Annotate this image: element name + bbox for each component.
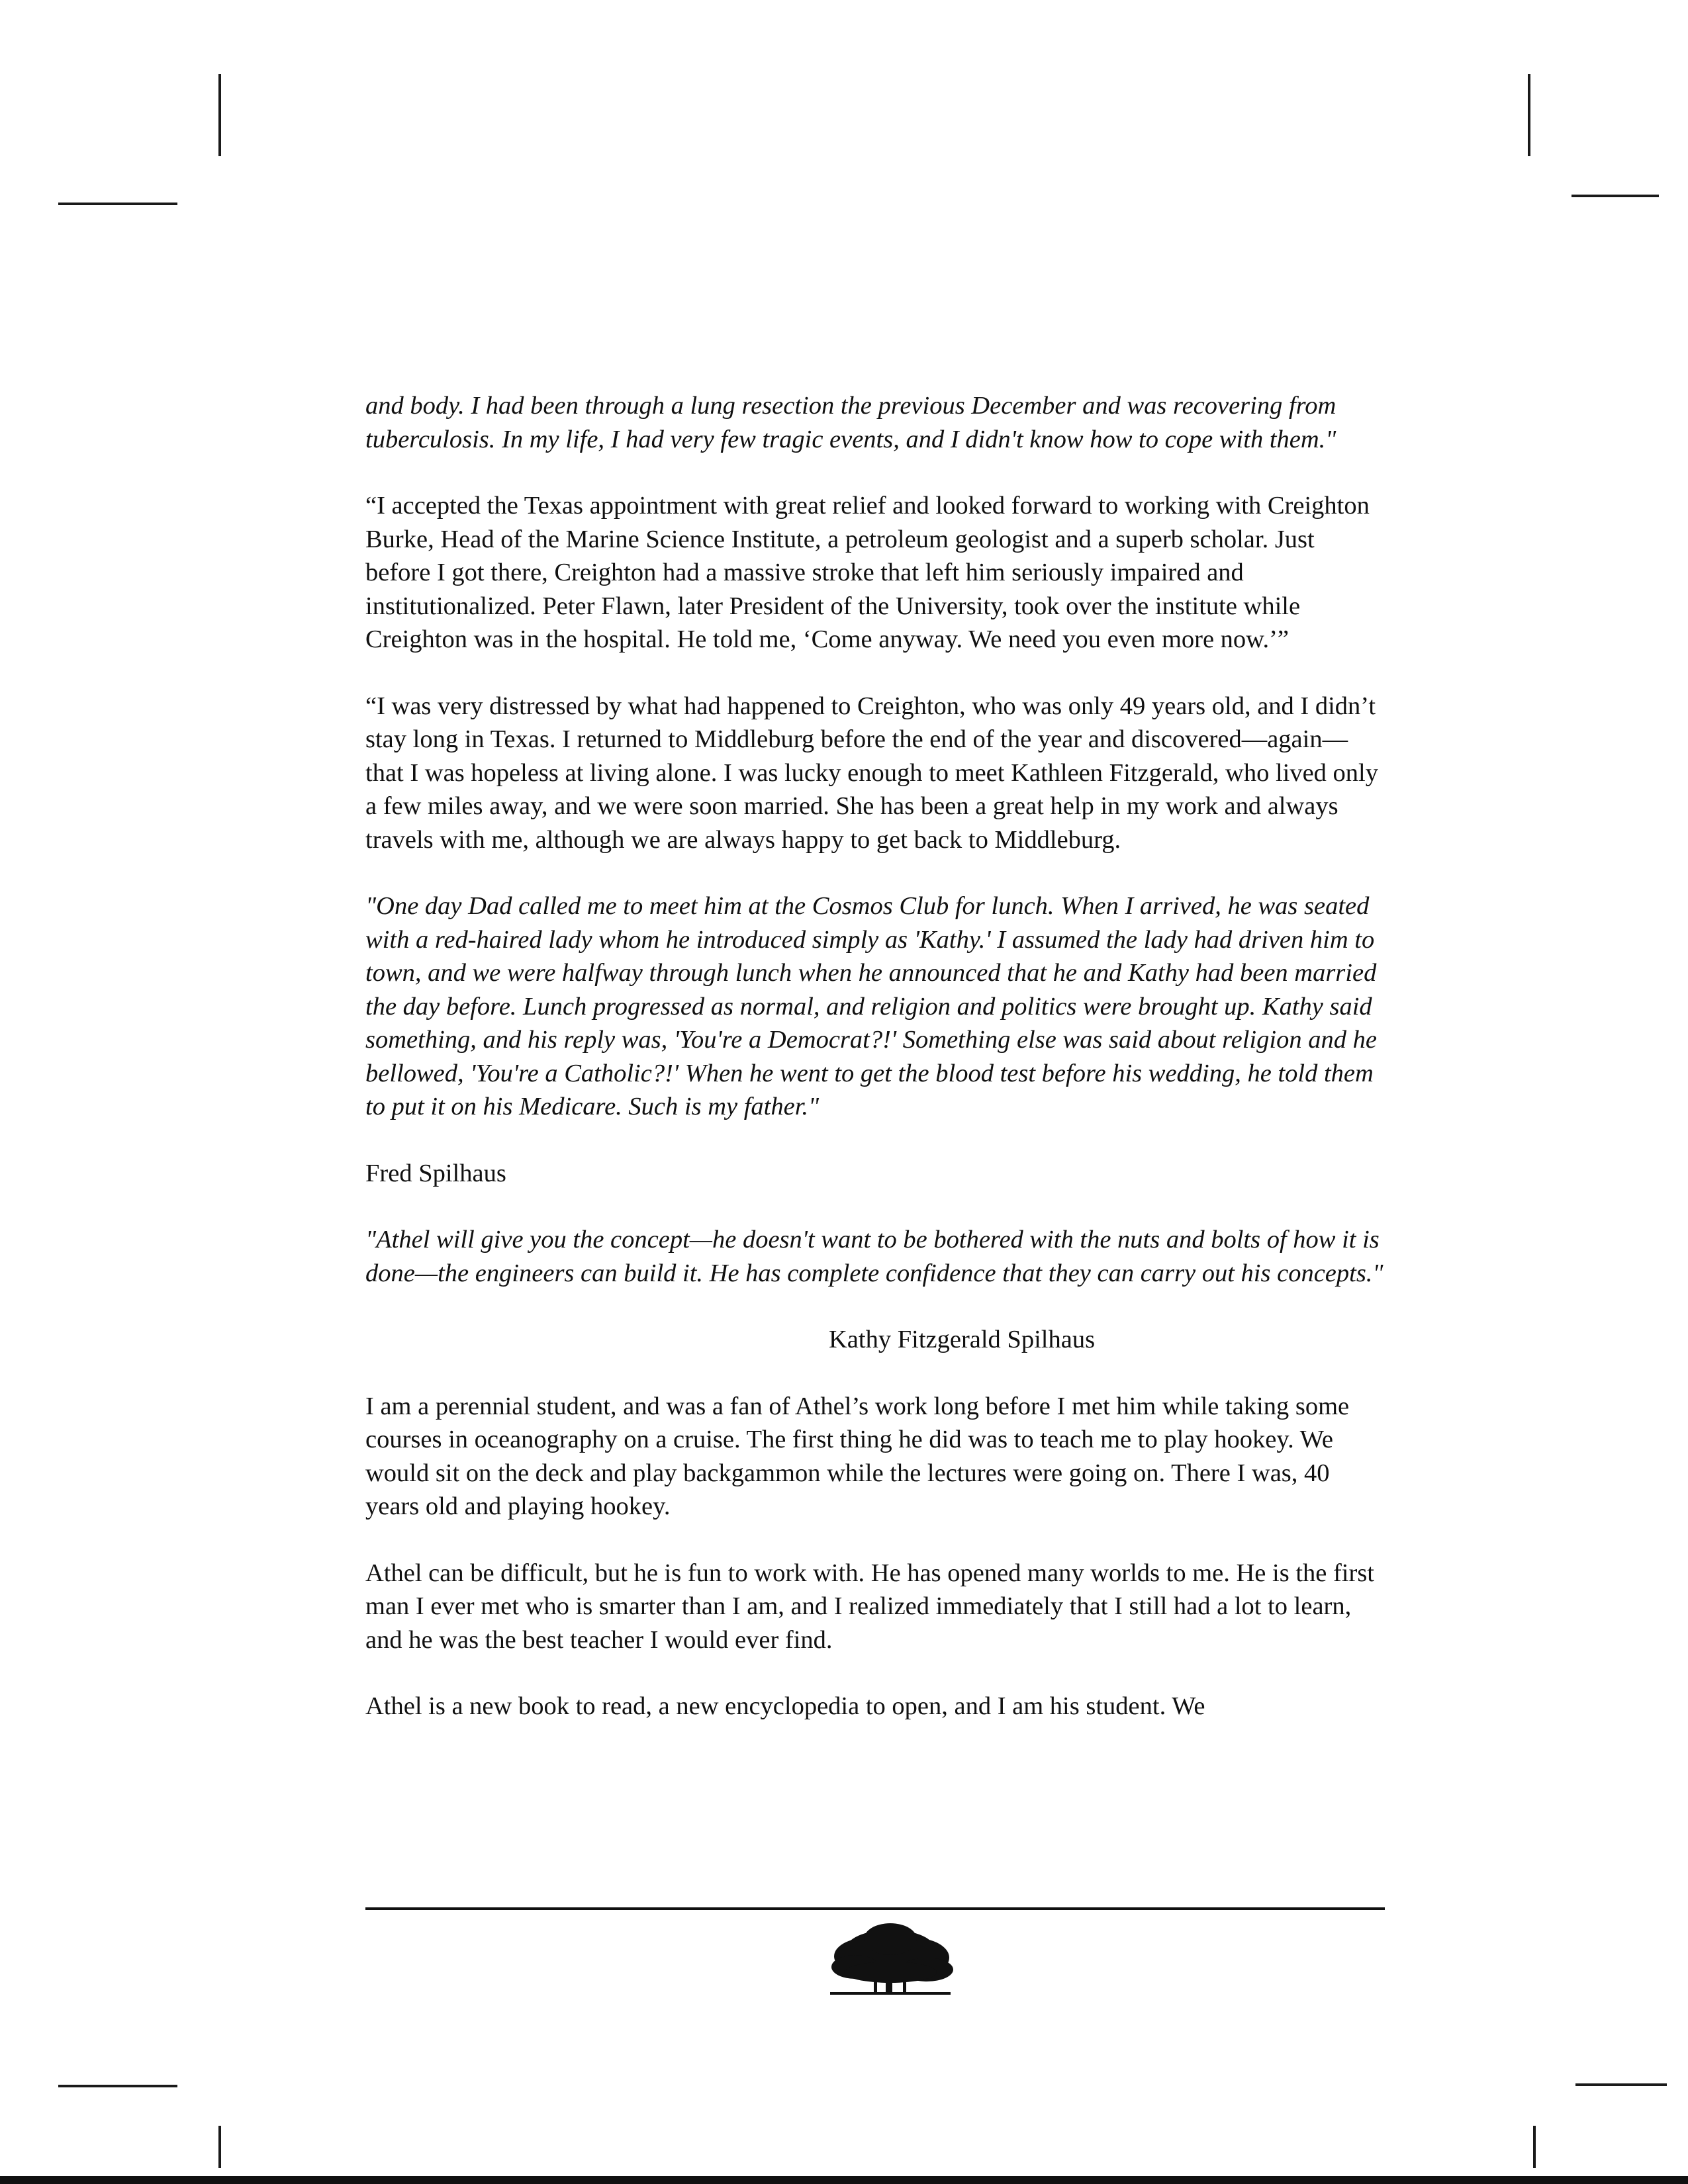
scan-bottom-edge [0, 2176, 1688, 2184]
crop-mark-bottom-right-vertical [1533, 2126, 1536, 2168]
paragraph-distressed: “I was very distressed by what had happened to Creighton, who was only 49 years old, and I didn’t stay long in Texas. I returned to Middleburg before the end of the year and discovered—again—that I was hopeless at living alone. I was lucky enough to meet Kathleen Fitzgerald, who lived only a few miles away, and we were soon married. She has been a great help in my work and always travels with me, although we are always happy to get back to Middleburg. [365, 692, 1378, 854]
page-body [365, 389, 1385, 1756]
quote-athel-concept: "Athel will give you the concept—he doesn't want to be bothered with the nuts and bolts of how it is done—the engineers can build it. He has complete confidence that they can carry out his concepts." [365, 1226, 1383, 1287]
quote-cosmos-club: "One day Dad called me to meet him at the Cosmos Club for lunch. When I arrived, he was seated with a red-haired lady whom he introduced simply as 'Kathy.' I assumed the lady had driven him to town, and we were halfway through lunch when he announced that he and Kathy had been married the day before. Lunch progressed as normal, and religion and politics were brought up. Kathy said something, and his reply was, 'You're a Democrat?!' Something else was said about religion and he bellowed, 'You're a Catholic?!' When he went to get the blood test before his wedding, he told them to put it on his Medicare. Such is my father." [365, 892, 1377, 1120]
paragraph-texas-appointment: “I accepted the Texas appointment with great relief and looked forward to working with Creighton Burke, Head of the Marine Science Institute, a petroleum geologist and a superb scholar. Just before I got there, Creighton had a massive stroke that left him seriously impaired and institutionalized. Peter Flawn, later President of the University, took over the institute while Creighton was in the hospital. He told me, ‘Come anyway. We need you even more now.’” [365, 492, 1370, 653]
speaker-fred-spilhaus: Fred Spilhaus [365, 1159, 506, 1187]
footer-rule [365, 1907, 1385, 1910]
paragraph-difficult: Athel can be difficult, but he is fun to work with. He has opened many worlds to me. He is the first man I ever met who is smarter than I am, and I realized immediately that I still had a lot to learn, and he was the best teacher I would ever find. [365, 1559, 1375, 1654]
crop-mark-bottom-left-vertical [218, 2126, 221, 2168]
oak-tree-icon [821, 1919, 960, 2004]
paragraph-new-book: Athel is a new book to read, a new encyclopedia to open, and I am his student. We [365, 1692, 1205, 1720]
paragraph-continuation: and body. I had been through a lung resection the previous December and was recovering from tuberculosis. In my life, I had very few tragic events, and I didn't know how to cope with them." [365, 392, 1336, 453]
crop-mark-top-left-vertical [218, 74, 221, 156]
crop-mark-top-right-horizontal [1571, 195, 1659, 197]
crop-mark-top-right-vertical [1528, 74, 1530, 156]
speaker-kathy-spilhaus: Kathy Fitzgerald Spilhaus [829, 1326, 1096, 1353]
crop-mark-top-left-horizontal [58, 203, 177, 205]
crop-mark-bottom-right-horizontal [1575, 2083, 1667, 2086]
crop-mark-bottom-left-horizontal [58, 2085, 177, 2087]
paragraph-perennial-student: I am a perennial student, and was a fan of Athel’s work long before I met him while taking some courses in oceanography on a cruise. The first thing he did was to teach me to play hookey. We would sit on the deck and play backgammon while the lectures were going on. There I was, 40 years old and playing hookey. [365, 1392, 1350, 1520]
